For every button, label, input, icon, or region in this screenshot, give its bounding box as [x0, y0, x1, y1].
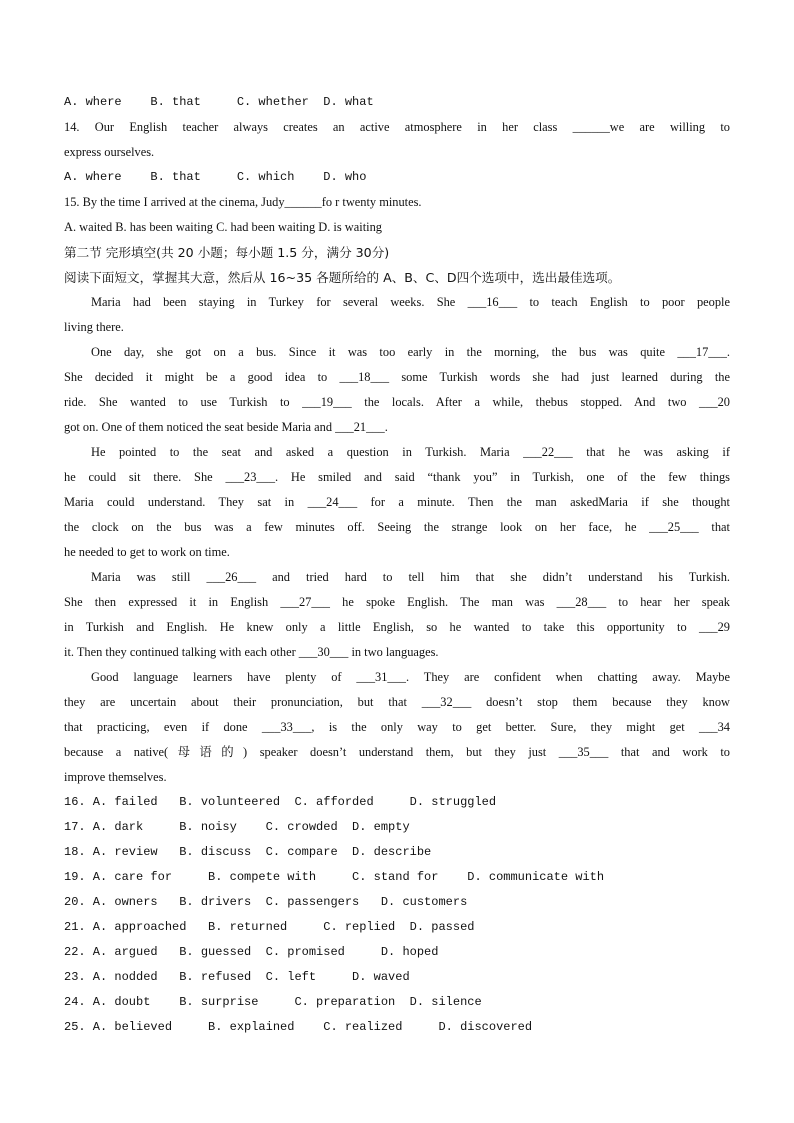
passage-line: they are uncertain about their pronunciation, but that ___32___ doesn’t stop them because they know	[64, 695, 730, 709]
passage-line: One day, she got on a bus. Since it was too early in the morning, the bus was quite ___17___.	[91, 345, 730, 359]
q18-options: 18. A. review B. discuss C. compare D. describe	[64, 845, 432, 859]
q22-options: 22. A. argued B. guessed C. promised D. hoped	[64, 945, 439, 959]
q25-options: 25. A. believed B. explained C. realized D. discovered	[64, 1020, 533, 1034]
q14-stem: 14. Our English teacher always creates an active atmosphere in her class ______we are willing to	[64, 120, 730, 134]
passage-line: Maria was still ___26___ and tried hard to tell him that she didn’t understand his Turkish.	[91, 570, 730, 584]
q15-stem: 15. By the time I arrived at the cinema, Judy______fo r twenty minutes.	[64, 195, 422, 209]
q19-options: 19. A. care for B. compete with C. stand for D. communicate with	[64, 870, 605, 884]
q14-stem-continued: express ourselves.	[64, 145, 155, 159]
passage-line: She then expressed it in English ___27___ he spoke English. The man was ___28___ to hear her speak	[64, 595, 730, 609]
q14-options: A. where B. that C. which D. who	[64, 170, 367, 184]
passage-line: in Turkish and English. He knew only a little English, so he wanted to take this opportunity to ___29	[64, 620, 730, 634]
q17-options: 17. A. dark B. noisy C. crowded D. empty	[64, 820, 410, 834]
section-heading: 第二节 完形填空(共 20 小题；每小题 1.5 分，满分 30分)	[64, 245, 390, 260]
passage-line: He pointed to the seat and asked a question in Turkish. Maria ___22___ that he was asking if	[91, 445, 730, 459]
passage-line: Maria could understand. They sat in ___24___ for a minute. Then the man askedMaria if she thought	[64, 495, 730, 509]
passage-line: living there.	[64, 320, 124, 334]
passage-line: She decided it might be a good idea to ___18___ some Turkish words she had just learned during the	[64, 370, 730, 384]
section-instructions: 阅读下面短文，掌握其大意，然后从 16~35 各题所给的 A、B、C、D四个选项中，选出最佳选项。	[64, 270, 621, 285]
q21-options: 21. A. approached B. returned C. replied D. passed	[64, 920, 475, 934]
q13-options: A. where B. that C. whether D. what	[64, 95, 374, 109]
q15-options: A. waited B. has been waiting C. had been waiting D. is waiting	[64, 220, 382, 234]
passage-line: because a native(母语的) speaker doesn’t understand them, but they just ___35___ that and work to	[64, 745, 730, 759]
passage-line: got on. One of them noticed the seat beside Maria and ___21___.	[64, 420, 388, 434]
passage-line: he needed to get to work on time.	[64, 545, 230, 559]
q16-options: 16. A. failed B. volunteered C. afforded D. struggled	[64, 795, 497, 809]
passage-line: it. Then they continued talking with each other ___30___ in two languages.	[64, 645, 439, 659]
document-page	[64, 90, 730, 1040]
passage-line: that practicing, even if done ___33___, is the only way to get better. Sure, they might get ___34	[64, 720, 730, 734]
q20-options: 20. A. owners B. drivers C. passengers D. customers	[64, 895, 468, 909]
passage-line: he could sit there. She ___23___. He smiled and said “thank you” in Turkish, one of the few things	[64, 470, 730, 484]
passage-line: the clock on the bus was a few minutes off. Seeing the strange look on her face, he ___25___ that	[64, 520, 730, 534]
passage-line: Good language learners have plenty of ___31___. They are confident when chatting away. Maybe	[91, 670, 730, 684]
q24-options: 24. A. doubt B. surprise C. preparation D. silence	[64, 995, 482, 1009]
passage-line: improve themselves.	[64, 770, 167, 784]
passage-line: ride. She wanted to use Turkish to ___19___ the locals. After a while, thebus stopped. And two ___20	[64, 395, 730, 409]
passage-line: Maria had been staying in Turkey for several weeks. She ___16___ to teach English to poor people	[91, 295, 730, 309]
q23-options: 23. A. nodded B. refused C. left D. waved	[64, 970, 410, 984]
